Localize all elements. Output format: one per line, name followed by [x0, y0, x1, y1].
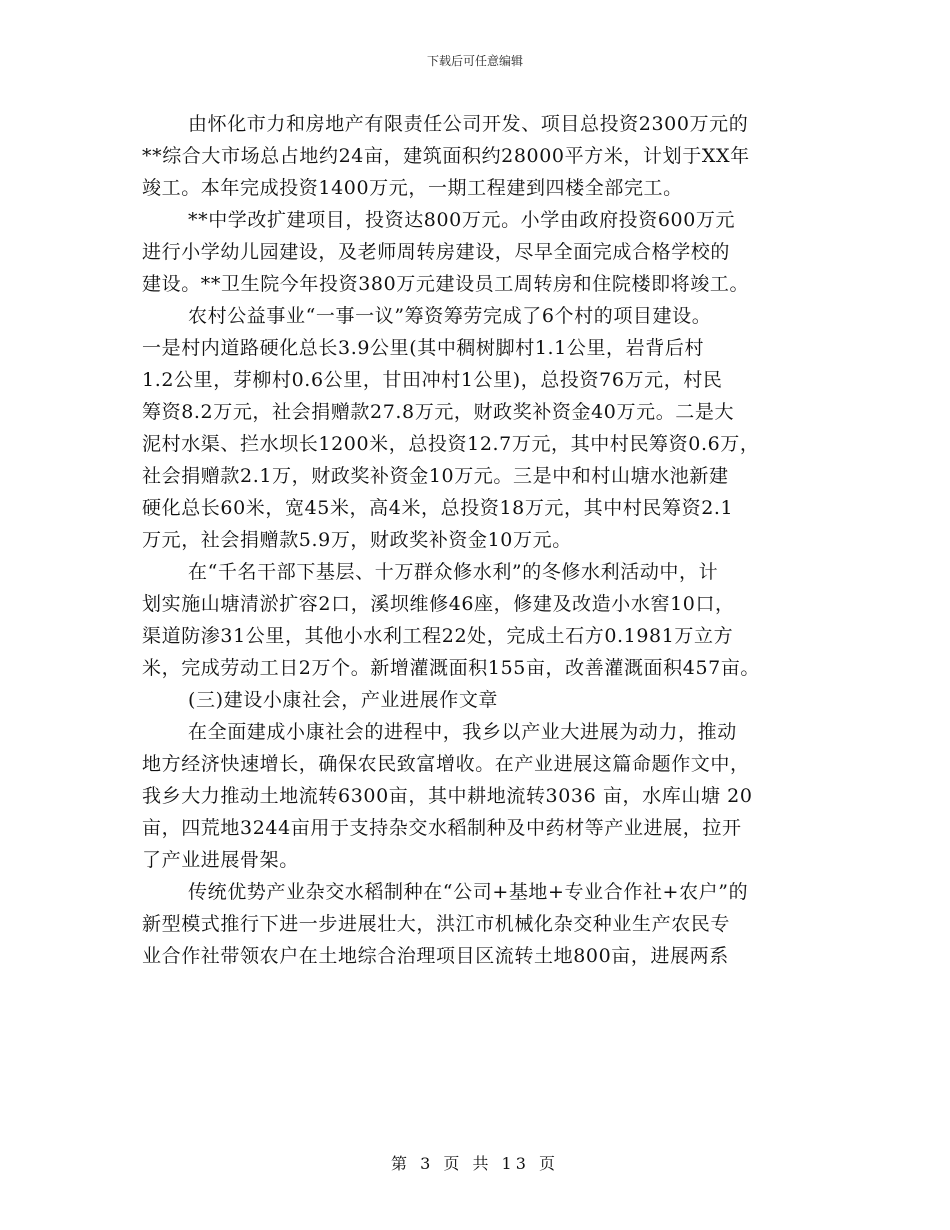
text-line: 1.2公里，芽柳村0.6公里，甘田冲村1公里)，总投资76万元，村民 — [142, 369, 723, 391]
text-line: 建设。**卫生院今年投资380万元建设员工周转房和住院楼即将竣工。 — [142, 273, 750, 295]
page-footer: 第 3 页 共 13 页 — [391, 1154, 559, 1173]
text-line: 地方经济快速增长，确保农民致富增收。在产业进展这篇命题作文中， — [142, 753, 750, 775]
paragraph-1 — [142, 108, 822, 204]
text-line: 了产业进展骨架。 — [142, 849, 299, 871]
text-line: 进行小学幼儿园建设，及老师周转房建设，尽早全面完成合格学校的 — [142, 241, 731, 263]
text-line: 硬化总长60米，宽45米，高4米，总投资18万元，其中村民筹资2.1 — [142, 497, 734, 519]
text-line: 米，完成劳动工日2万个。新增灌溉面积155亩，改善灌溉面积457亩。 — [142, 657, 761, 679]
text-line: 在全面建成小康社会的进程中，我乡以产业大进展为动力，推动 — [188, 721, 737, 743]
text-line: 泥村水渠、拦水坝长1200米，总投资12.7万元，其中村民筹资0.6万， — [142, 433, 760, 455]
paragraph-4 — [142, 556, 822, 684]
text-line: 万元，社会捐赠款5.9万，财政奖补资金10万元。 — [142, 529, 572, 551]
text-line: **综合大市场总占地约24亩，建筑面积约28000平方米，计划于XX年 — [142, 145, 750, 167]
text-line: 一是村内道路硬化总长3.9公里(其中稠树脚村1.1公里，岩背后村 — [142, 337, 705, 359]
text-line: 在“千名干部下基层、十万群众修水利”的冬修水利活动中，计 — [188, 561, 719, 583]
text-line: **中学改扩建项目，投资达800万元。小学由政府投资600万元 — [188, 209, 736, 231]
text-line: 我乡大力推动土地流转6300亩，其中耕地流转3036 亩，水库山塘 20 — [142, 785, 753, 807]
document-body — [142, 108, 822, 972]
text-line: 划实施山塘清淤扩容2口，溪坝维修46座，修建及改造小水窖10口， — [142, 593, 735, 615]
text-line: 传统优势产业杂交水稻制种在“公司+基地+专业合作社+农户”的 — [188, 881, 749, 903]
text-line: 渠道防渗31公里，其他小水利工程22处，完成土石方0.1981万立方 — [142, 625, 734, 647]
text-line: 由怀化市力和房地产有限责任公司开发、项目总投资2300万元的 — [188, 113, 749, 135]
text-line: 社会捐赠款2.1万，财政奖补资金10万元。三是中和村山塘水池新建 — [142, 465, 729, 487]
heading-line: (三)建设小康社会，产业进展作文章 — [188, 689, 499, 711]
page-header: 下载后可任意编辑 — [426, 54, 523, 68]
text-line: 农村公益事业“一事一议”筹资筹劳完成了6个村的项目建设。 — [188, 305, 712, 327]
paragraph-6 — [142, 876, 822, 972]
text-line: 亩，四荒地3244亩用于支持杂交水稻制种及中药材等产业进展，拉开 — [142, 817, 742, 839]
text-line: 竣工。本年完成投资1400万元，一期工程建到四楼全部完工。 — [142, 177, 683, 199]
text-line: 业合作社带领农户在土地综合治理项目区流转土地800亩，进展两系 — [142, 945, 729, 967]
text-line: 新型模式推行下进一步进展壮大，洪江市机械化杂交种业生产农民专 — [142, 913, 731, 935]
paragraph-5 — [142, 716, 822, 876]
paragraph-2 — [142, 204, 822, 300]
text-line: 筹资8.2万元，社会捐赠款27.8万元，财政奖补资金40万元。二是大 — [142, 401, 735, 423]
section-heading — [142, 684, 822, 716]
paragraph-3 — [142, 300, 822, 556]
